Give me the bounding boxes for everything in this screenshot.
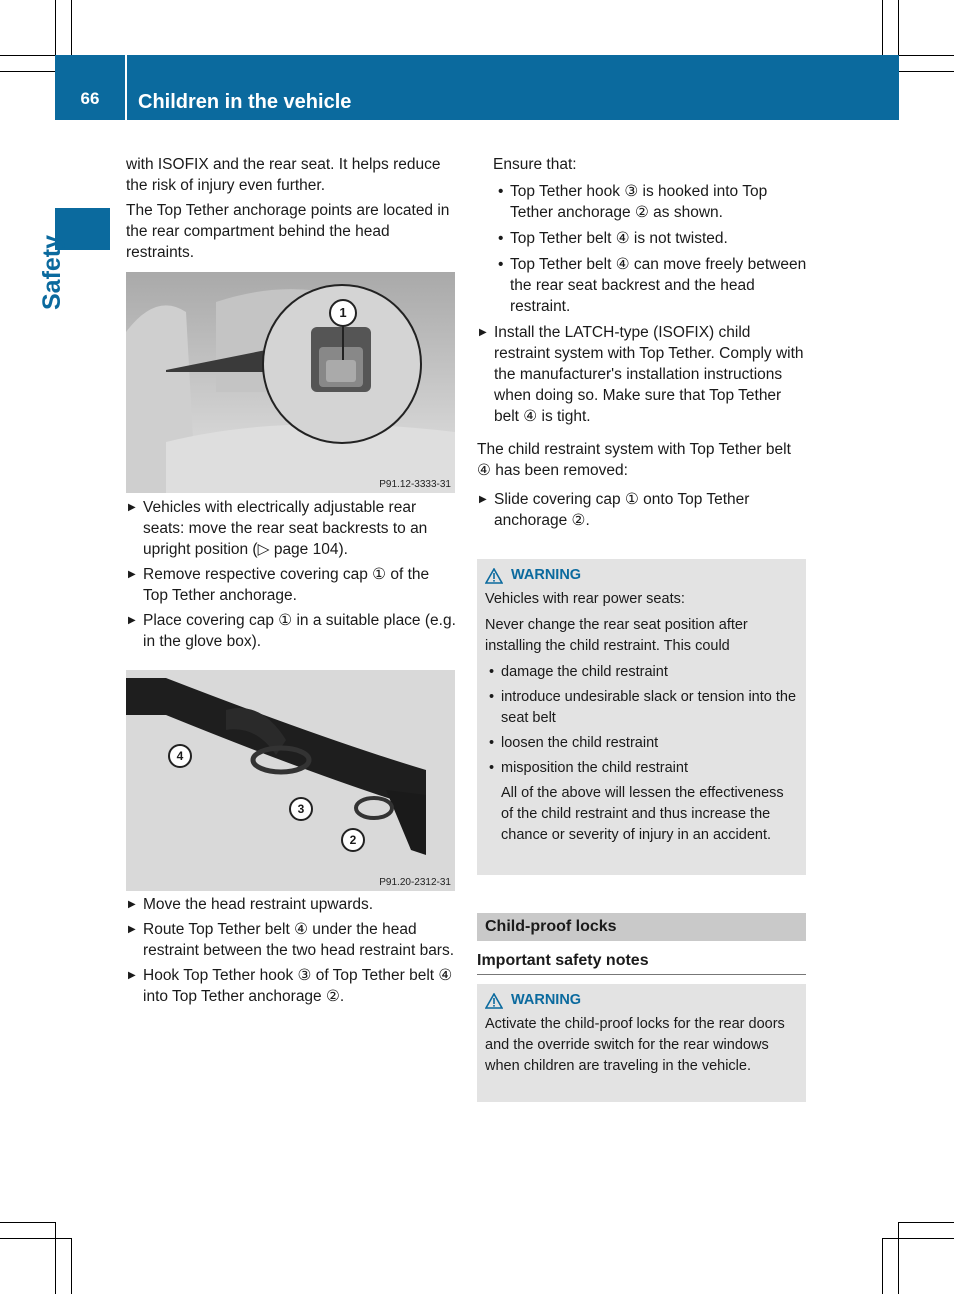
step-arrow-icon: ▶ (128, 615, 136, 626)
crop-mark (899, 1222, 954, 1223)
section-heading-bar (477, 913, 806, 941)
subheading: Important safety notes (477, 952, 806, 975)
crop-mark (0, 71, 55, 72)
bullet-dot: • (489, 689, 495, 705)
bullet-dot: • (498, 256, 504, 273)
crop-mark (898, 1222, 899, 1294)
callout-1-label: 1 (339, 305, 347, 320)
step-text: Remove respective covering cap ① of the Top Tether anchorage. (143, 566, 430, 604)
step-text: Hook Top Tether hook ③ of Top Tether belt ④ into Top Tether anchorage ②. (143, 967, 453, 1005)
top-tether-illustration (126, 670, 455, 891)
bullet-text: damage the child restraint (501, 664, 668, 680)
bullet-text: misposition the child restraint (501, 760, 688, 776)
bullet-dot: • (489, 664, 495, 680)
instruction-step (126, 965, 458, 1007)
warning-heading (485, 990, 798, 1011)
removed-paragraph: The child restraint system with Top Tether belt ④ has been removed: (477, 441, 791, 479)
callout-3-label: 3 (297, 802, 305, 816)
step-arrow-icon: ▶ (479, 494, 487, 505)
instruction-step (126, 919, 458, 961)
crop-mark (55, 0, 56, 55)
page-header (55, 55, 899, 120)
bullet-text: Top Tether belt ④ is not twisted. (510, 230, 728, 247)
ensure-bullet (493, 254, 809, 317)
step-arrow-icon: ▶ (128, 569, 136, 580)
bullet-dot: • (498, 183, 504, 200)
ensure-bullet (493, 181, 809, 223)
step-text: Slide covering cap ① onto Top Tether anchorage ②. (494, 491, 750, 529)
crop-mark (0, 1222, 55, 1223)
intro-paragraph: The Top Tether anchorage points are located in the rear compartment behind the head restraints. (126, 202, 450, 261)
step-text: Route Top Tether belt ④ under the head restraint between the two head restraint bars. (143, 921, 455, 959)
instruction-step (126, 564, 458, 606)
step-arrow-icon: ▶ (128, 502, 136, 513)
crop-mark (882, 1238, 883, 1294)
step-arrow-icon: ▶ (479, 327, 487, 338)
callout-1 (329, 299, 357, 327)
step-arrow-icon: ▶ (128, 970, 136, 981)
right-column (477, 154, 809, 535)
warning-text: Vehicles with rear power seats: (485, 591, 685, 607)
bullet-text: introduce undesirable slack or tension into the seat belt (501, 689, 797, 726)
crop-mark (55, 1222, 56, 1294)
page-number: 66 (80, 89, 100, 108)
figure-code: P91.20-2312-31 (379, 877, 451, 888)
warning-heading (485, 565, 798, 586)
crop-mark (882, 1238, 954, 1239)
page-title: Children in the vehicle (138, 91, 352, 113)
bullet-text: loosen the child restraint (501, 735, 659, 751)
step-text: Place covering cap ① in a suitable place (e.g. in the glove box). (143, 612, 456, 650)
step-arrow-icon: ▶ (128, 924, 136, 935)
warning-triangle-icon (485, 993, 503, 1009)
crop-mark (899, 71, 954, 72)
step-text: Install the LATCH-type (ISOFIX) child restraint system with Top Tether. Comply with the manufacturer's installation instructions when doing so. Make sure that Top Tether belt ④ is tight. (494, 324, 804, 425)
ensure-bullet (493, 228, 809, 249)
warning-text: Never change the rear seat position after installing the child restraint. This could (485, 617, 748, 654)
step-arrow-icon: ▶ (128, 899, 136, 910)
left-steps-b (126, 894, 458, 1011)
callout-4-label: 4 (176, 749, 184, 763)
left-column (126, 154, 458, 267)
step-text: Move the head restraint upwards. (143, 896, 374, 913)
instruction-step (477, 489, 809, 531)
figure-code: P91.12-3333-31 (379, 479, 451, 490)
crop-mark (71, 1238, 72, 1294)
crop-mark (882, 0, 883, 55)
crop-mark (71, 0, 72, 55)
warning-conclusion: All of the above will lessen the effectiveness of the child restraint and thus increase the chance or severity of injury in an accident. (501, 785, 784, 843)
section-heading: Child-proof locks (485, 918, 617, 935)
crop-mark (898, 0, 899, 55)
intro-paragraph: with ISOFIX and the rear seat. It helps reduce the risk of injury even further. (126, 156, 441, 194)
ensure-label: Ensure that: (493, 156, 577, 173)
side-tab-label: Safety (38, 234, 66, 310)
bullet-text: Top Tether belt ④ can move freely between the rear seat backrest and the head restraint. (510, 256, 807, 315)
callout-3 (289, 797, 313, 821)
warning-bullet (485, 758, 798, 779)
instruction-step (126, 610, 458, 652)
instruction-step (126, 894, 458, 915)
warning-bullet (485, 733, 798, 754)
warning-bullet (485, 687, 798, 729)
bullet-text: Top Tether hook ③ is hooked into Top Tether anchorage ② as shown. (510, 183, 768, 221)
crop-mark (899, 55, 954, 56)
crop-mark (0, 55, 55, 56)
warning-box (477, 984, 806, 1102)
bullet-dot: • (489, 760, 495, 776)
warning-bullet (485, 662, 798, 683)
left-steps-a (126, 497, 458, 656)
step-text: Vehicles with electrically adjustable rear seats: move the rear seat backrests to an upright position (▷ page 104). (143, 499, 428, 558)
warning-heading-text: WARNING (511, 992, 582, 1008)
instruction-step (126, 497, 458, 560)
anchorage-illustration (126, 272, 455, 493)
instruction-step (477, 322, 809, 427)
figure-anchorage (126, 272, 455, 493)
warning-box (477, 559, 806, 875)
callout-1-line (342, 325, 344, 360)
bullet-dot: • (489, 735, 495, 751)
header-divider (125, 55, 127, 120)
bullet-dot: • (498, 230, 504, 247)
crop-mark (0, 1238, 71, 1239)
warning-heading-text: WARNING (511, 567, 582, 583)
callout-2-label: 2 (349, 833, 357, 847)
callout-4 (168, 744, 192, 768)
warning-triangle-icon (485, 568, 503, 584)
warning-text: Activate the child-proof locks for the rear doors and the override switch for the rear windows when children are traveling in the vehicle. (485, 1016, 785, 1074)
callout-2 (341, 828, 365, 852)
figure-top-tether (126, 670, 455, 891)
